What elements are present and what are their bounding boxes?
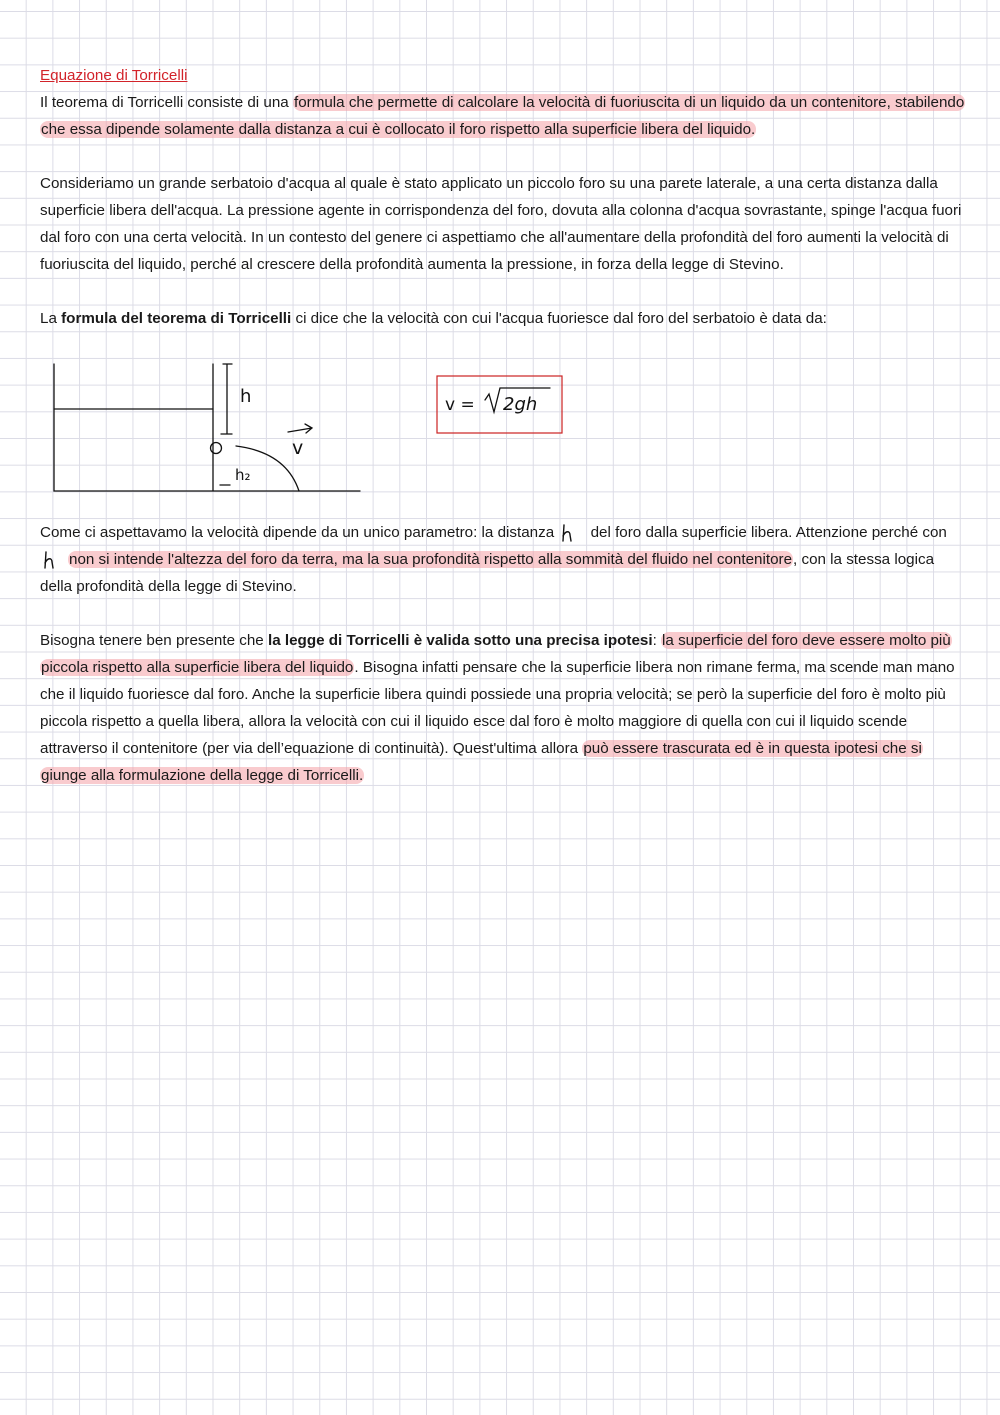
parameter-text-a: Come ci aspettavamo la velocità dipende da un unico parametro: la distanza <box>40 524 559 541</box>
paragraph-scenario: Consideriamo un grande serbatoio d'acqua al quale è stato applicato un piccolo foro su una parete laterale, a una certa distanza dalla superficie libera dell'acqua. La pressione agente in corrispondenza del foro, dovuta alla colonna d'acqua sovrastante, spinge l'acqua fuori dal foro con una certa velocità. In un contesto del genere ci aspettiamo che all'aumentare della profondità del foro aumenti la velocità di fuoriuscita del liquido, perché al crescere della profondità aumenta la pressione, in forza della legge di Stevino. <box>40 175 962 273</box>
formula-radicand: 2gh <box>503 394 538 415</box>
hypothesis-text-a: Bisogna tenere ben presente che <box>40 632 268 649</box>
label-h: h <box>240 386 252 407</box>
paragraph-formula-intro <box>40 305 965 332</box>
intro-highlight: formula che permette di calcolare la velocità di fuoriuscita di un liquido da un contenitore, stabilendo che essa dipende solamente dalla distanza a cui è collocato il foro rispetto alla superficie libera del liquido. <box>41 94 965 138</box>
hypothesis-highlight-2: può essere trascurata ed è in questa ipotesi che si giunge alla formulazione della legge di Torricelli. <box>41 740 922 784</box>
paragraph-hypothesis <box>40 627 965 789</box>
parameter-text-b: del foro dalla superficie libera. Attenzione perché con <box>586 524 947 541</box>
hypothesis-text-c: : <box>652 632 662 649</box>
h-bracket <box>221 364 232 434</box>
h-symbol-2 <box>40 551 68 569</box>
page-title: Equazione di Torricelli <box>40 67 188 84</box>
tank-outline <box>54 364 360 491</box>
hypothesis-highlight-1: la superficie del foro deve essere molto più piccola rispetto alla superficie libera del liquido <box>41 632 951 676</box>
label-v: v <box>292 437 304 459</box>
hypothesis-bold: la legge di Torricelli è valida sotto una precisa ipotesi <box>267 632 653 649</box>
tank-sketch <box>40 342 965 504</box>
hypothesis-text-d: . Bisogna infatti pensare che la superficie libera non rimane ferma, ma scende man mano che il liquido fuoriesce dal foro. Anche la superficie libera quindi possiede una propria velocità; se però la superficie del foro è molto più piccola rispetto a quella libera, allora la velocità con cui il liquido esce dal foro è molto maggiore di quella con cui il liquido scende attraverso il contenitore (per via dell’equazione di continuità). Quest'ultima allora <box>40 659 955 757</box>
paragraph-intro <box>40 89 965 143</box>
intro-text: Il teorema di Torricelli consiste di una <box>40 94 293 111</box>
hole <box>211 443 222 454</box>
formula-intro-text-c: ci dice che la velocità con cui l'acqua fuoriesce dal foro del serbatoio è data da: <box>291 310 827 327</box>
paragraph-parameter <box>40 519 965 600</box>
formula-intro-bold: formula del teorema di Torricelli <box>61 310 292 327</box>
tank-diagram <box>40 342 965 504</box>
formula-lhs: v = <box>445 395 475 415</box>
h-symbol <box>558 524 586 542</box>
document-page <box>40 62 965 789</box>
parameter-text-c: , con la stessa logica della profondità della legge di Stevino. <box>40 551 935 595</box>
velocity-arrow <box>288 424 312 433</box>
formula-intro-text-a: La <box>40 310 62 327</box>
label-h2: h₂ <box>235 466 251 484</box>
parameter-highlight: non si intende l'altezza del foro da terra, ma la sua profondità rispetto alla sommità del fluido nel contenitore <box>69 551 793 568</box>
